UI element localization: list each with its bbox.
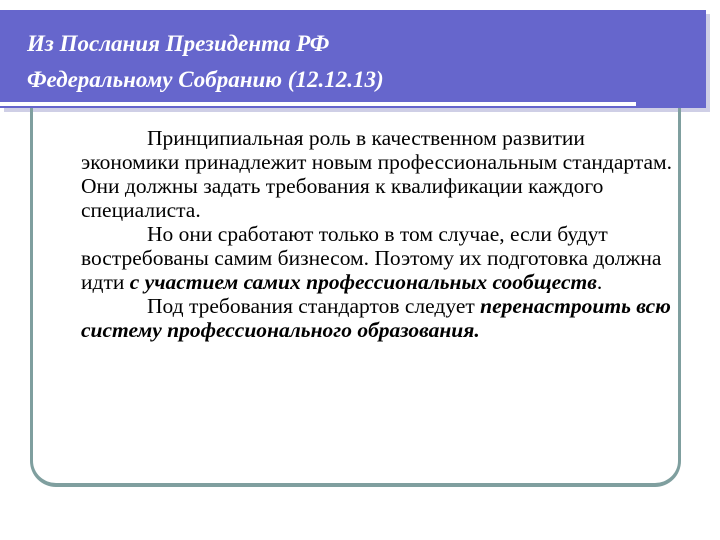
slide-title-line-1: Из Послания Президента РФ — [27, 31, 330, 56]
slide-title — [27, 26, 384, 98]
paragraph-2-text: Но они сработают только в том случае, если будут востребованы самим бизнесом. Поэтому их подготовка должна идти — [81, 222, 662, 294]
paragraph-2-end: . — [596, 270, 603, 294]
title-underline — [0, 102, 636, 106]
slide-title-line-2: Федеральному Собранию (12.12.13) — [27, 67, 384, 92]
paragraph-1-text: Принципиальная роль в качественном развитии экономики принадлежит новым профессиональным стандартам. Они должны задать требования к квалификации каждого специалиста. — [81, 126, 673, 222]
paragraph-3 — [81, 294, 681, 342]
title-bar — [0, 10, 706, 108]
slide-body — [81, 126, 681, 342]
paragraph-2 — [81, 222, 681, 294]
paragraph-2-emphasis: с участием самих профессиональных сообществ — [129, 270, 597, 294]
paragraph-3-emphasis: перенастроить всю систему профессионального образования. — [81, 294, 671, 342]
paragraph-3-text: Под требования стандартов следует — [147, 294, 481, 318]
paragraph-1 — [81, 126, 681, 222]
